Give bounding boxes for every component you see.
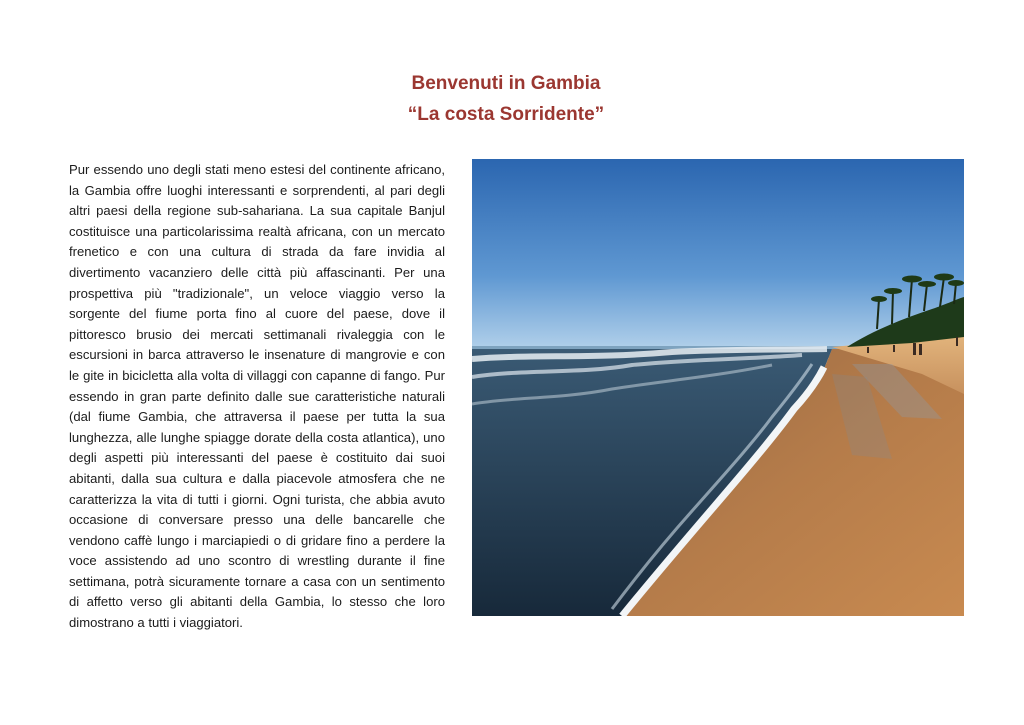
title-block bbox=[0, 68, 1012, 130]
beach-photo bbox=[472, 159, 964, 616]
beach-illustration bbox=[472, 159, 964, 616]
page-subtitle: “La costa Sorridente” bbox=[407, 104, 605, 125]
page-title: Benvenuti in Gambia bbox=[411, 73, 601, 94]
article-paragraph: Pur essendo uno degli stati meno estesi del continente africano, la Gambia offre luoghi interessanti e sorprendenti, al pari degli altri paesi della regione sub-sahariana. La sua capitale Banjul costituisce una particolarissima realtà africana, con un mercato frenetico e con una cultura di strada da fare invidia al divertimento vacanziero delle città più affascinanti. Per una prospettiva più "tradizionale", un veloce viaggio verso la sorgente del fiume porta fino al cuore del paese, dove il pittoresco brusio dei mercati settimanali rivaleggia con le escursioni in barca attraverso le insenature di mangrovie e con le gite in bicicletta alla volta di villaggi con capanne di fango. Pur essendo in gran parte definito dalle sue caratteristiche naturali (dal fiume Gambia, che attraversa il paese per tutta la sua lunghezza, alle lunghe spiagge dorate della costa atlantica), uno degli aspetti più interessanti del paese è costituito dai suoi abitanti, dalla sua cultura e dalla piacevole atmosfera che ne caratterizza la vita di tutti i giorni. Ogni turista, che abbia avuto occasione di conversare presso una delle bancarelle che vendono caffè lungo i marciapiedi o di gridare fino a perdere la voce assistendo ad uno scontro di wrestling durante il fine settimana, potrà sicuramente tornare a casa con un sentimento di affetto verso gli abitanti della Gambia, lo stesso che loro dimostrano a tutti i viaggiatori. bbox=[69, 162, 445, 631]
